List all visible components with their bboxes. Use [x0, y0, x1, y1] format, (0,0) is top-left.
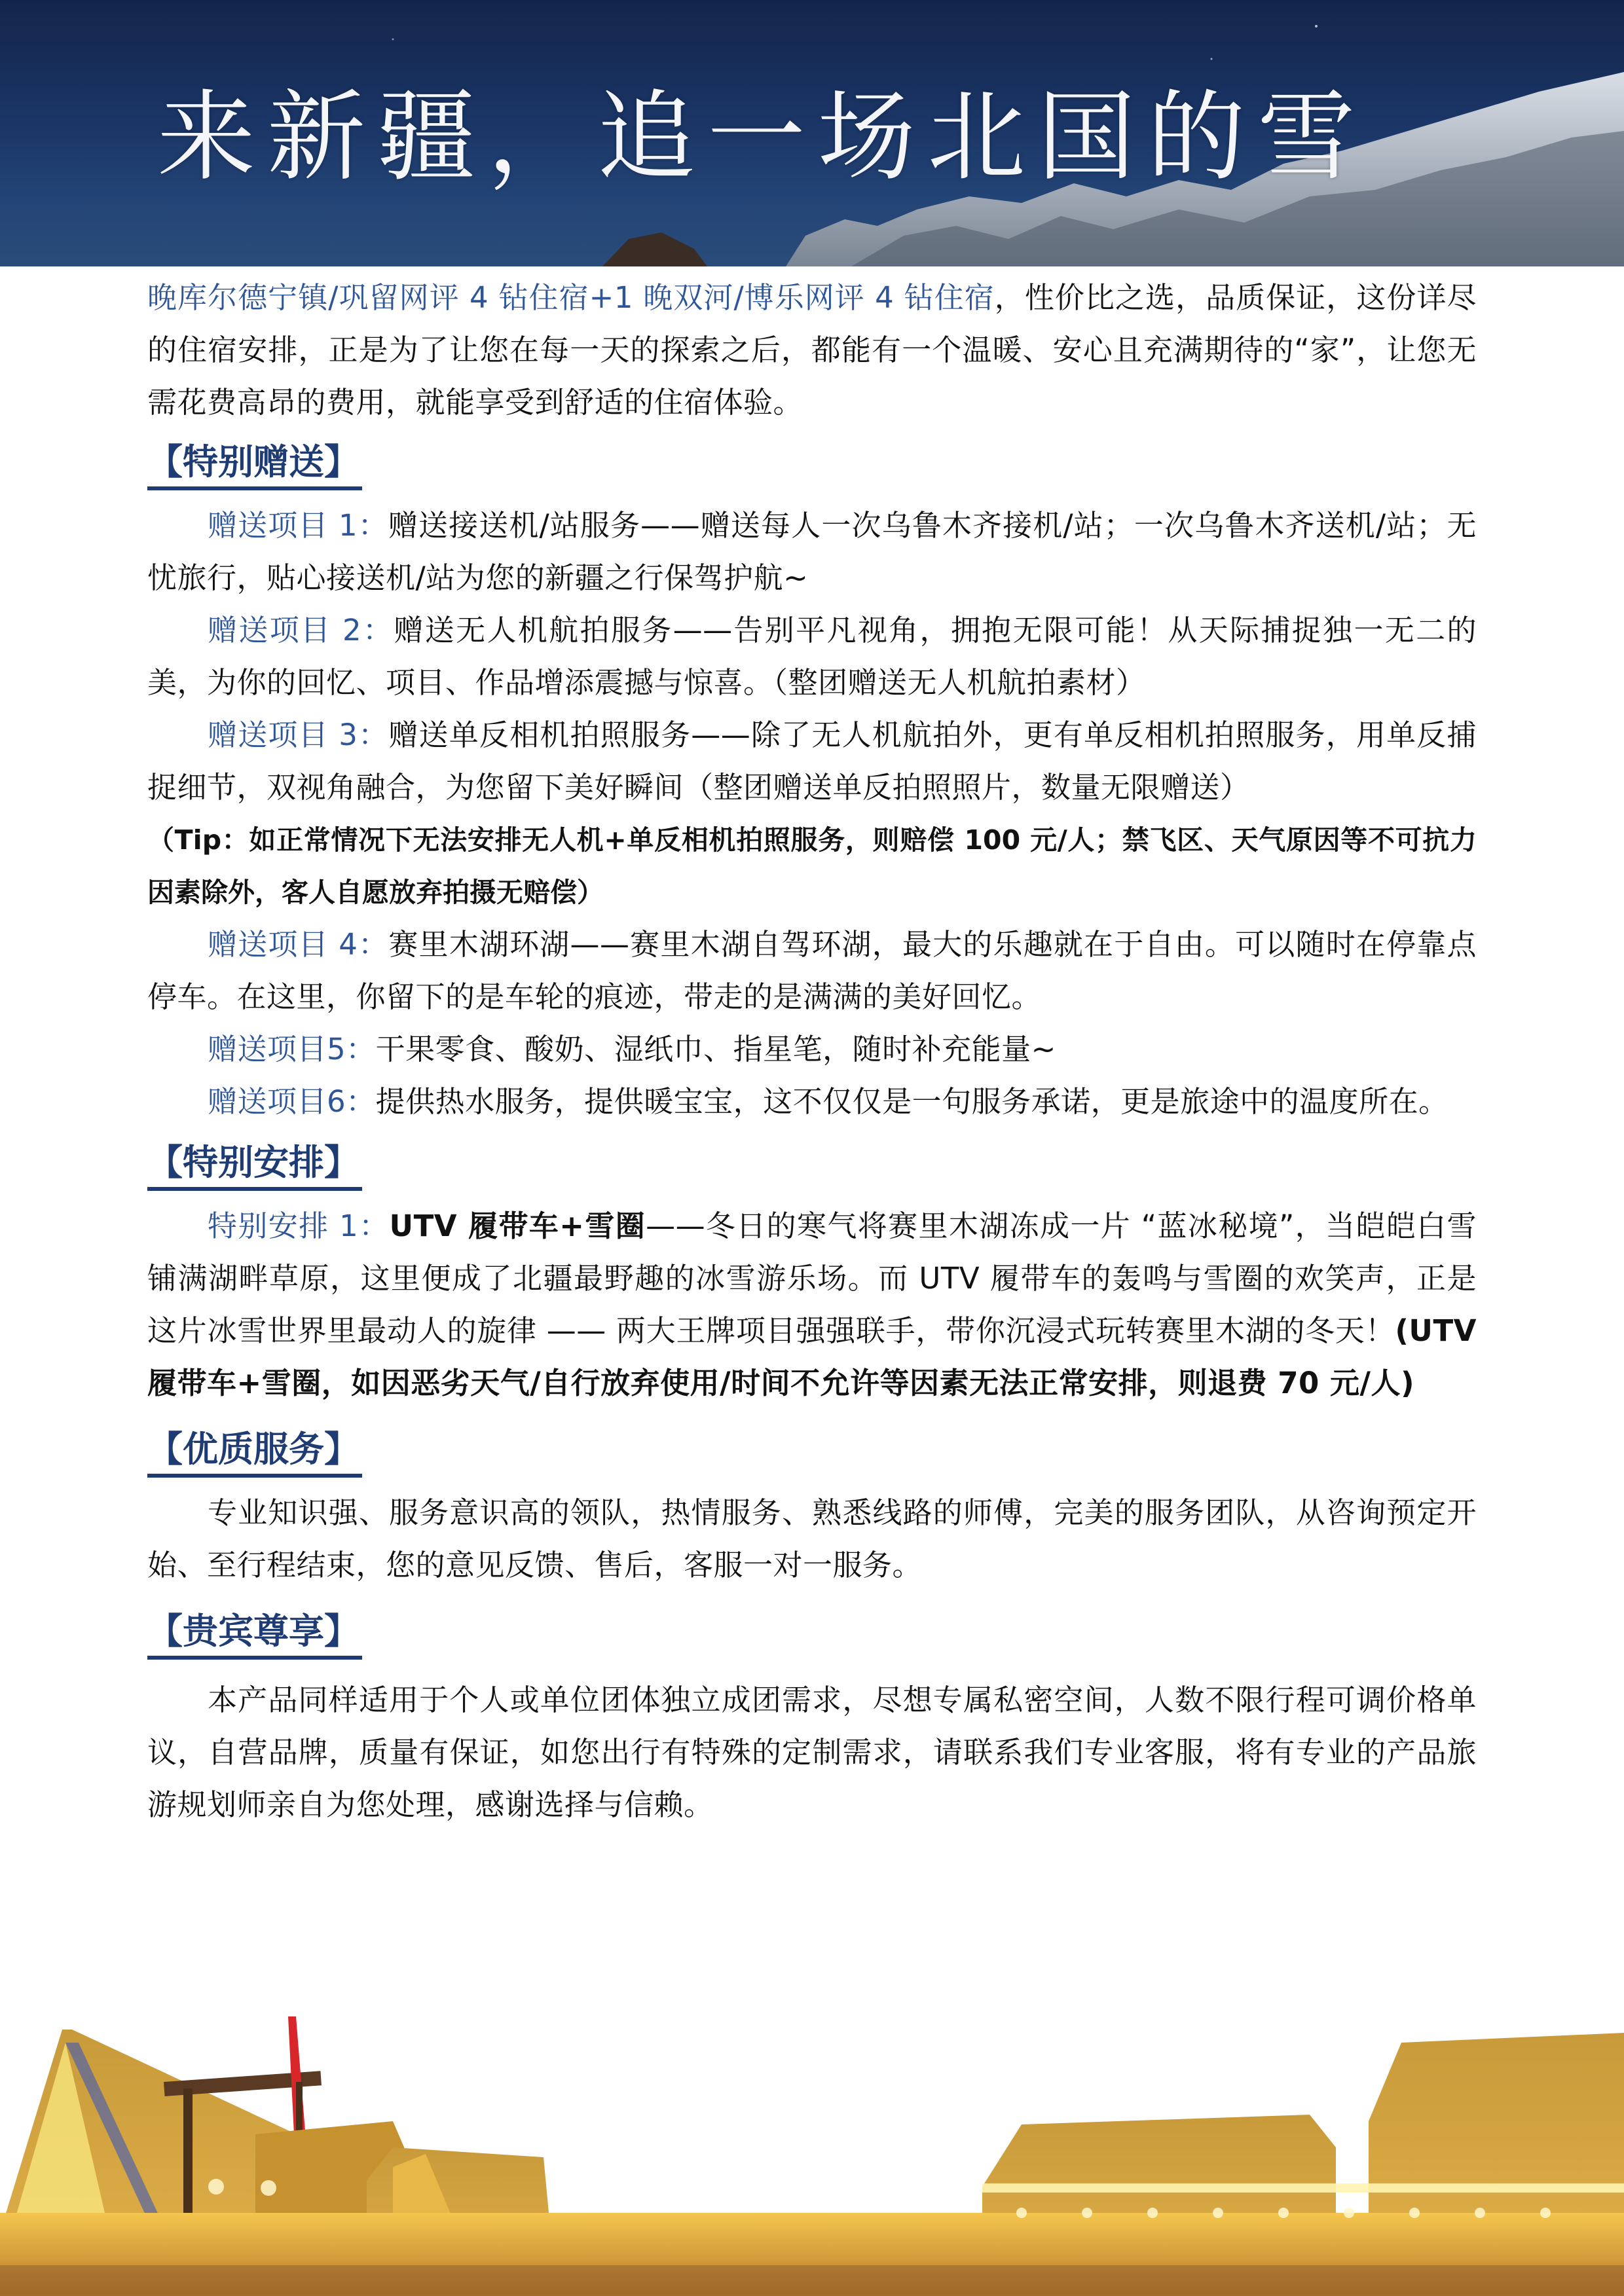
gift-item-text: 赠送无人机航拍服务——告别平凡视角，拥抱无限可能！从天际捕捉独一无二的美，为你的回忆、项目、作品增添震撼与惊喜。（整团赠送无人机航拍素材）	[147, 613, 1477, 700]
section-heading-service: 【优质服务】	[147, 1427, 362, 1478]
gift-item-label: 赠送项目6：	[208, 1084, 376, 1119]
section-gifts	[147, 439, 1477, 490]
footer-village-image	[0, 2016, 1624, 2296]
arrangement-text: ——冬日的寒气将赛里木湖冻成一片 “蓝冰秘境”，当皑皑白雪铺满湖畔草原，这里便成了北疆最野趣的冰雪游乐场。而 UTV 履带车的轰鸣与雪圈的欢笑声，正是这片冰雪世界里最动人的旋律 —— 两大王牌项目强强联手，带你沉浸式玩转赛里木湖的冬天！	[147, 1209, 1477, 1348]
main-content	[147, 265, 1477, 1831]
accommodation-highlight: 晚库尔德宁镇/巩留网评 4 钻住宿+1 晚双河/博乐网评 4 钻住宿	[147, 280, 995, 315]
gift-item-3	[147, 709, 1477, 814]
arrangement-title: UTV 履带车+雪圈	[389, 1209, 646, 1243]
gift-tip-note: （Tip：如正常情况下无法安排无人机+单反相机拍照服务，则赔偿 100 元/人；禁飞区、天气原因等不可抗力因素除外，客人自愿放弃拍摄无赔偿）	[147, 824, 1477, 908]
section-arrangement	[147, 1140, 1477, 1191]
gift-item-label: 赠送项目 1：	[208, 508, 388, 543]
section-heading-arrangement: 【特别安排】	[147, 1140, 362, 1191]
gift-item-5	[147, 1023, 1477, 1076]
arrangement-item-1	[147, 1200, 1477, 1410]
snow-village-illustration	[0, 2016, 1624, 2296]
section-heading-vip: 【贵宾尊享】	[147, 1609, 362, 1660]
gift-item-text: 赠送单反相机拍照服务——除了无人机航拍外，更有单反相机拍照服务，用单反捕捉细节，双视角融合，为您留下美好瞬间（整团赠送单反拍照照片，数量无限赠送）	[147, 718, 1477, 805]
gift-item-label: 赠送项目 4：	[208, 927, 389, 962]
vip-paragraph: 本产品同样适用于个人或单位团体独立成团需求，尽想专属私密空间，人数不限行程可调价格单议，自营品牌，质量有保证，如您出行有特殊的定制需求，请联系我们专业客服，将有专业的产品旅游规划师亲自为您处理，感谢选择与信赖。	[147, 1683, 1477, 1822]
gift-item-1	[147, 500, 1477, 604]
gift-item-6	[147, 1076, 1477, 1128]
section-vip	[147, 1609, 1477, 1660]
section-heading-gifts: 【特别赠送】	[147, 439, 362, 490]
gift-item-text: 提供热水服务，提供暖宝宝，这不仅仅是一句服务承诺，更是旅途中的温度所在。	[375, 1084, 1449, 1119]
service-paragraph: 专业知识强、服务意识高的领队，热情服务、熟悉线路的师傅，完美的服务团队，从咨询预定开始、至行程结束，您的意见反馈、售后，客服一对一服务。	[147, 1495, 1477, 1582]
gift-item-text: 赛里木湖环湖——赛里木湖自驾环湖，最大的乐趣就在于自由。可以随时在停靠点停车。在这里，你留下的是车轮的痕迹，带走的是满满的美好回忆。	[147, 927, 1477, 1014]
gift-item-2	[147, 604, 1477, 709]
gift-item-label: 赠送项目 2：	[208, 613, 394, 647]
intro-text: ，性价比之选，品质保证，这份详尽的住宿安排，正是为了让您在每一天的探索之后，都能有一个温暖、安心且充满期待的“家”，让您无需花费高昂的费用，就能享受到舒适的住宿体验。	[147, 280, 1477, 420]
gift-item-text: 赠送接送机/站服务——赠送每人一次乌鲁木齐接机/站；一次乌鲁木齐送机/站；无忧旅行，贴心接送机/站为您的新疆之行保驾护航~	[147, 508, 1477, 595]
gift-item-4	[147, 919, 1477, 1023]
header-banner	[0, 0, 1624, 266]
gift-item-text: 干果零食、酸奶、湿纸巾、指星笔，随时补充能量~	[375, 1032, 1056, 1066]
gift-item-label: 赠送项目 3：	[208, 718, 389, 752]
arrangement-refund-note: (UTV 履带车+雪圈，如因恶劣天气/自行放弃使用/时间不允许等因素无法正常安排，则退费 70 元/人)	[147, 1313, 1477, 1400]
gift-item-label: 赠送项目5：	[208, 1032, 376, 1066]
section-service	[147, 1427, 1477, 1478]
arrangement-label: 特别安排 1：	[208, 1209, 390, 1243]
banner-title: 来新疆，追一场北国的雪	[157, 81, 1368, 194]
intro-paragraph	[147, 272, 1477, 429]
